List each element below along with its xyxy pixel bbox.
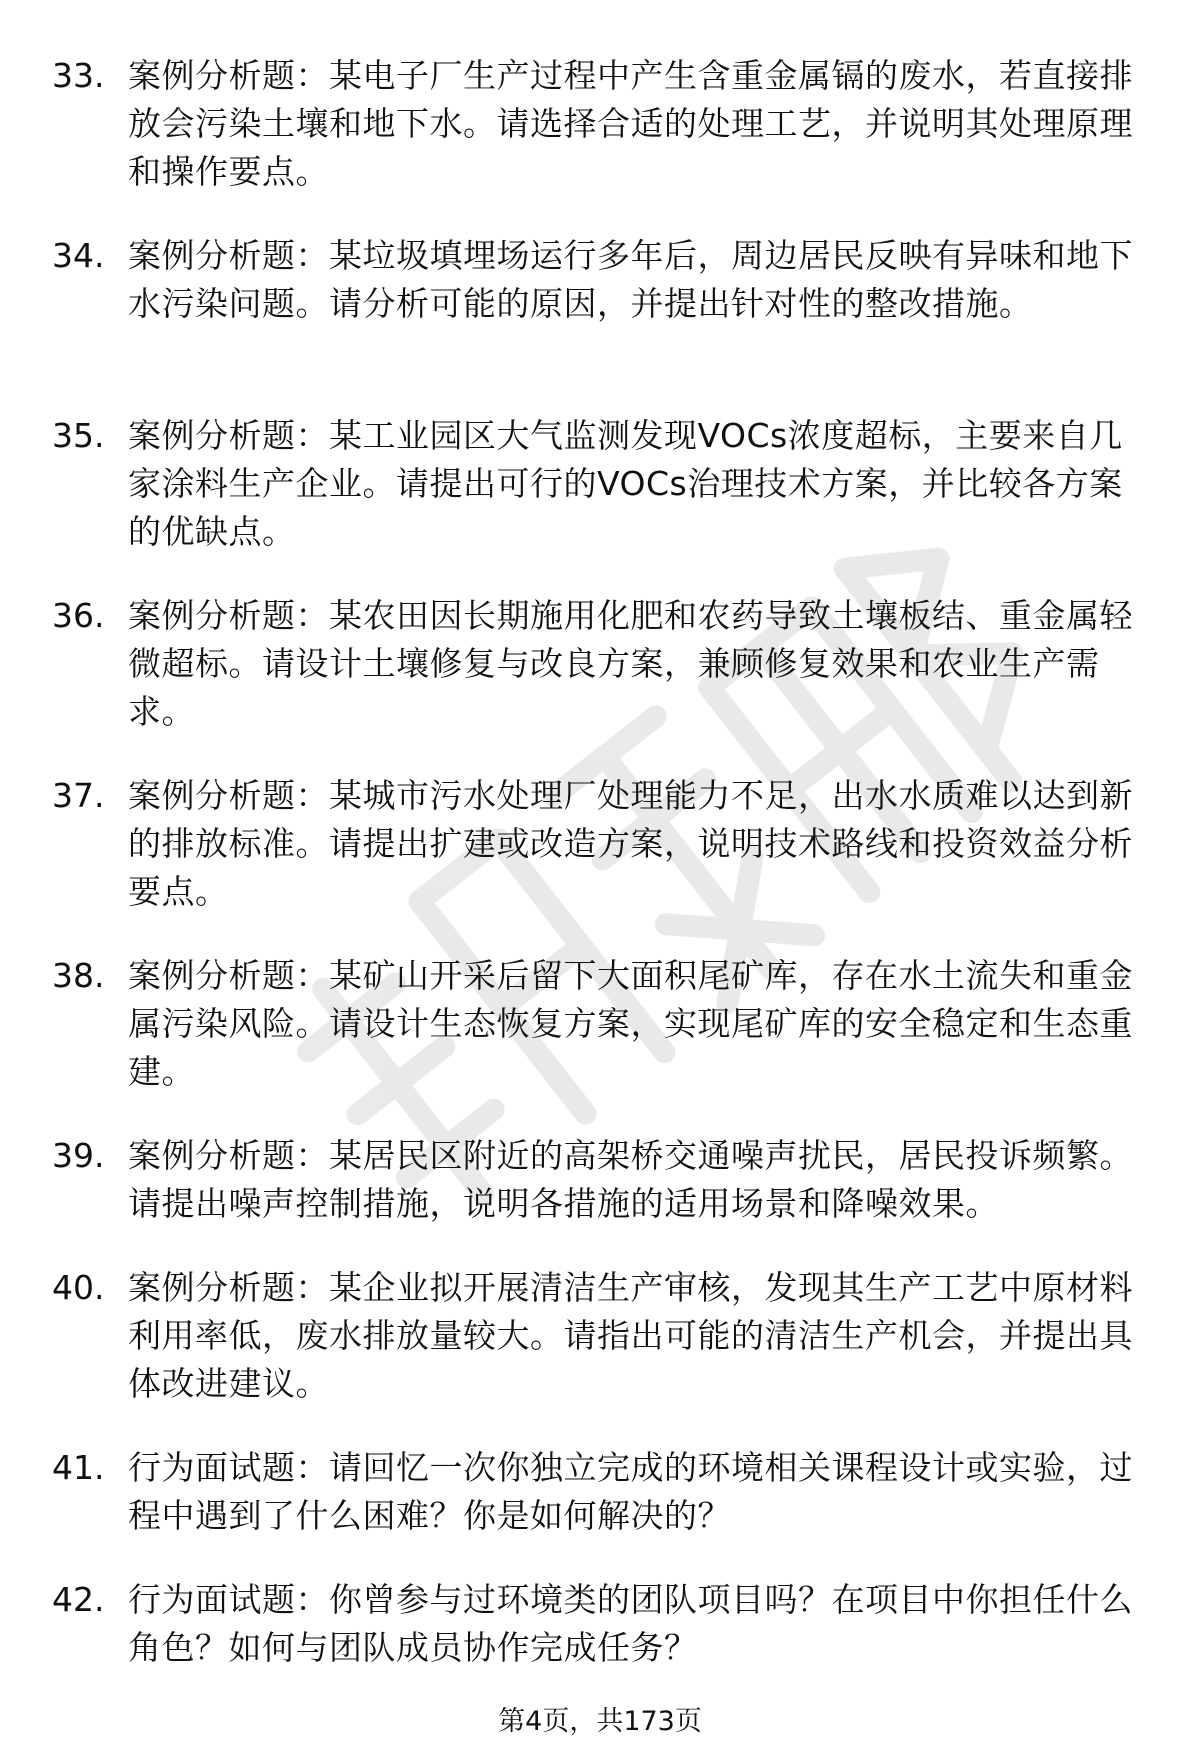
list-item [0, 952, 1200, 1097]
question-number: 41. [52, 1448, 105, 1487]
question-text: 案例分析题：某企业拟开展清洁生产审核，发现其生产工艺中原材料利用率低，废水排放量较大。请指出可能的清洁生产机会，并提出具体改进建议。 [128, 1268, 1133, 1403]
question-number: 42. [52, 1580, 105, 1619]
question-text: 案例分析题：某垃圾填埋场运行多年后，周边居民反映有异味和地下水污染问题。请分析可能的原因，并提出针对性的整改措施。 [128, 236, 1133, 323]
question-number: 36. [52, 596, 105, 635]
question-text: 案例分析题：某城市污水处理厂处理能力不足，出水水质难以达到新的排放标准。请提出扩建或改造方案，说明技术路线和投资效益分析要点。 [128, 776, 1133, 911]
list-item [0, 592, 1200, 737]
question-list [0, 52, 1200, 1708]
question-number: 38. [52, 956, 105, 995]
list-item [0, 52, 1200, 197]
list-item [0, 772, 1200, 917]
question-text: 案例分析题：某工业园区大气监测发现VOCs浓度超标，主要来自几家涂料生产企业。请提出可行的VOCs治理技术方案，并比较各方案的优缺点。 [128, 416, 1123, 551]
question-number: 33. [52, 56, 105, 95]
list-item [0, 1264, 1200, 1409]
page-number-footer: 第4页，共173页 [498, 1706, 702, 1737]
question-text: 案例分析题：某农田因长期施用化肥和农药导致土壤板结、重金属轻微超标。请设计土壤修复与改良方案，兼顾修复效果和农业生产需求。 [128, 596, 1133, 731]
list-item [0, 1132, 1200, 1229]
question-text: 行为面试题：请回忆一次你独立完成的环境相关课程设计或实验，过程中遇到了什么困难？你是如何解决的？ [128, 1448, 1133, 1535]
question-text: 行为面试题：你曾参与过环境类的团队项目吗？在项目中你担任什么角色？如何与团队成员协作完成任务？ [128, 1580, 1133, 1667]
list-item [0, 1444, 1200, 1541]
list-item [0, 232, 1200, 377]
question-text: 案例分析题：某居民区附近的高架桥交通噪声扰民，居民投诉频繁。请提出噪声控制措施，说明各措施的适用场景和降噪效果。 [128, 1136, 1133, 1223]
list-item [0, 412, 1200, 557]
question-text: 案例分析题：某电子厂生产过程中产生含重金属镉的废水，若直接排放会污染土壤和地下水。请选择合适的处理工艺，并说明其处理原理和操作要点。 [128, 56, 1133, 191]
question-number: 39. [52, 1136, 105, 1175]
question-number: 37. [52, 776, 105, 815]
question-number: 34. [52, 236, 105, 275]
list-item [0, 1576, 1200, 1673]
question-text: 案例分析题：某矿山开采后留下大面积尾矿库，存在水土流失和重金属污染风险。请设计生态恢复方案，实现尾矿库的安全稳定和生态重建。 [128, 956, 1133, 1091]
question-number: 35. [52, 416, 105, 455]
question-number: 40. [52, 1268, 105, 1307]
